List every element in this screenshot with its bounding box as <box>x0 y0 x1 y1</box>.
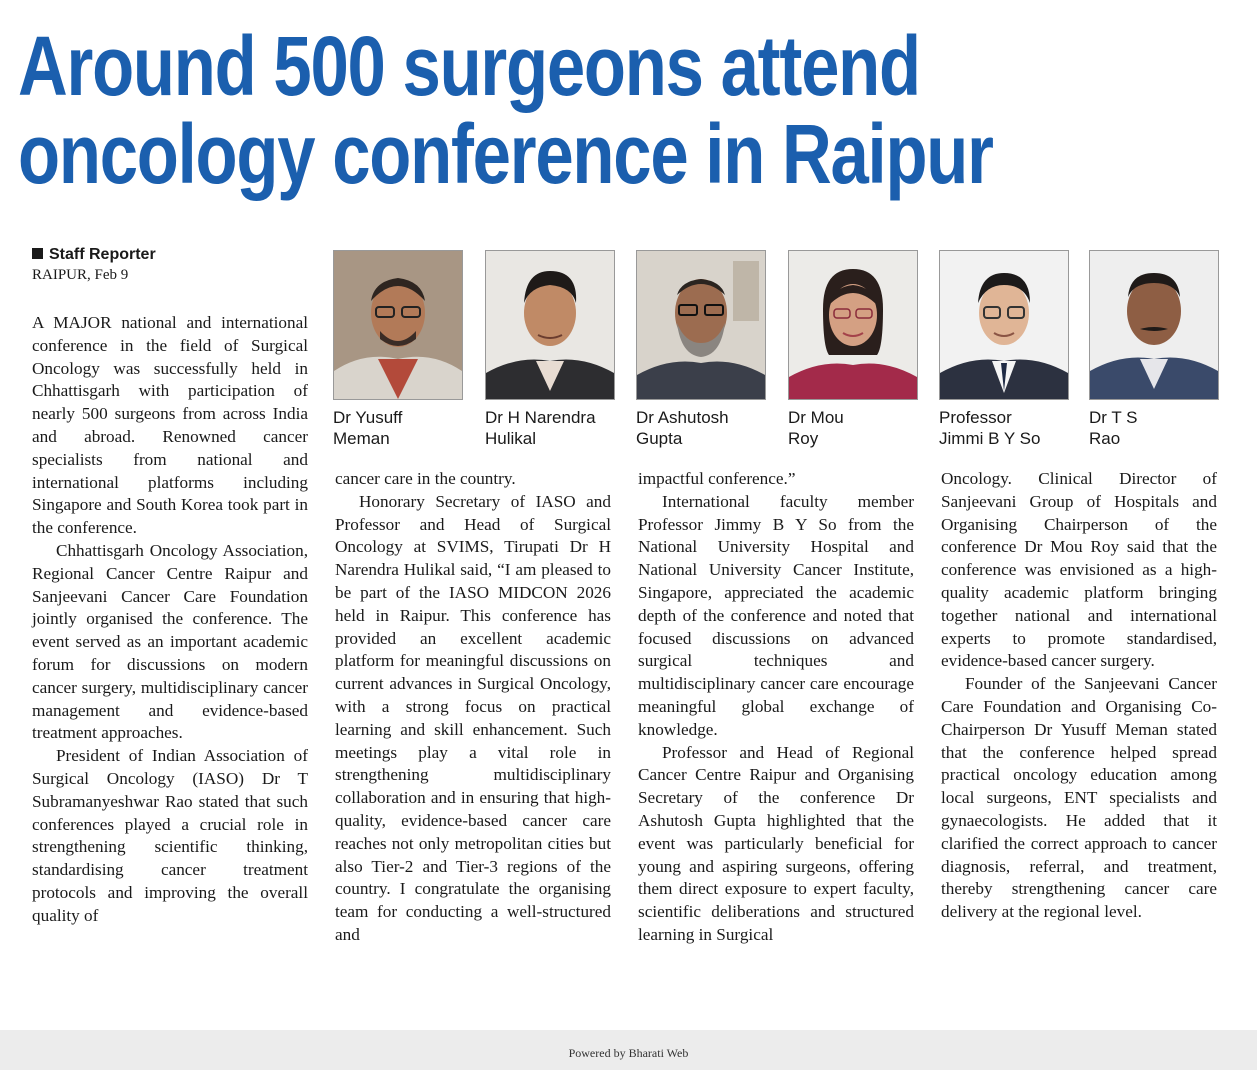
photo-card-yusuff-meman <box>333 250 463 449</box>
article-paragraph: cancer care in the country. <box>335 469 516 488</box>
article-paragraph: President of Indian Association of Surgical Oncology (IASO) Dr T Subramanyeshwar Rao stated that such conferences played a crucial role in strengthening scientific thinking, standardising cancer treatment protocols and improving the overall quality of <box>32 746 308 925</box>
dateline: RAIPUR, Feb 9 <box>32 267 129 283</box>
article-paragraph: A MAJOR national and international conference in the field of Surgical Oncology was successfully held in Chhattisgarh with participation of nearly 500 surgeons from across India and abroad. Renowned cancer specialists from national and international platforms including Singapore and South Korea took part in the conference. <box>32 313 308 538</box>
article-column-3 <box>638 468 914 947</box>
caption-line-2: Meman <box>333 429 390 448</box>
square-bullet-icon <box>32 248 43 259</box>
headline-line-2: oncology conference in Raipur <box>18 107 993 201</box>
portrait-photo <box>788 250 918 400</box>
portrait-photo <box>333 250 463 400</box>
article-paragraph: International faculty member Professor Jimmy B Y So from the National University Hospital and National University Cancer Institute, Singapore, appreciated the academic depth of the conference and noted that focused discussions on advanced surgical techniques and multidisciplinary cancer care encourage meaningful global exchange of knowledge. <box>638 491 914 739</box>
caption-line-2: Gupta <box>636 429 683 448</box>
photo-caption <box>485 407 615 449</box>
article-paragraph: Honorary Secretary of IASO and Professor and Head of Surgical Oncology at SVIMS, Tirupati Dr H Narendra Hulikal said, “I am pleased to be part of the IASO MIDCON 2026 held in Raipur. This conference has provided an excellent academic platform for meaningful discussions on current advances in Surgical Oncology, with a strong focus on practical learning and skill enhancement. Such meetings play a vital role in strengthening multidisciplinary collaboration and in ensuring that high-quality, evidence-based cancer care reaches not only metropolitan cities but also Tier-2 and Tier-3 regions of the country. I congratulate the organising team for conducting a well-structured and <box>335 491 611 944</box>
caption-line-1: Dr T S <box>1089 408 1138 427</box>
headline <box>18 19 1023 201</box>
portrait-photo <box>1089 250 1219 400</box>
article-paragraph: Oncology. Clinical Director of Sanjeevani Group of Hospitals and Organising Chairperson of the conference Dr Mou Roy said that the conference was envisioned as a high-quality academic platform bringing together national and international experts to promote standardised, evidence-based cancer surgery. <box>941 469 1217 671</box>
footer-bar <box>0 1030 1257 1070</box>
article-paragraph: Founder of the Sanjeevani Cancer Care Foundation and Organising Co-Chairperson Dr Yusuff Meman stated that the conference helped spread practical oncology education among local surgeons, ENT specialists and gynaecologists. He added that it clarified the correct approach to cancer diagnosis, referral, and treatment, thereby strengthening cancer care delivery at the regional level. <box>941 674 1217 922</box>
caption-line-1: Dr Yusuff <box>333 408 403 427</box>
portrait-photo <box>485 250 615 400</box>
photo-card-ts-rao <box>1089 250 1219 449</box>
photo-card-jimmi-so <box>939 250 1069 449</box>
caption-line-1: Dr Ashutosh <box>636 408 729 427</box>
article-paragraph: impactful conference.” <box>638 469 796 488</box>
article-column-2 <box>335 468 611 947</box>
headline-line-1: Around 500 surgeons attend <box>18 19 920 113</box>
article-paragraph: Professor and Head of Regional Cancer Centre Raipur and Organising Secretary of the conference Dr Ashutosh Gupta highlighted that the event was particularly beneficial for young and aspiring surgeons, offering them direct exposure to expert faculty, scientific deliberations and structured learning in Surgical <box>638 742 914 944</box>
caption-line-1: Dr Mou <box>788 408 844 427</box>
photo-card-mou-roy <box>788 250 918 449</box>
byline <box>32 246 156 264</box>
article-column-1 <box>32 312 308 928</box>
caption-line-2: Rao <box>1089 429 1121 448</box>
portrait-photo <box>939 250 1069 400</box>
caption-line-1: Dr H Narendra <box>485 408 596 427</box>
article-paragraph: Chhattisgarh Oncology Association, Regional Cancer Centre Raipur and Sanjeevani Cancer Care Foundation jointly organised the conference. The event served as an important academic forum for discussions on modern cancer surgery, multidisciplinary cancer management and evidence-based treatment approaches. <box>32 540 308 743</box>
photo-caption <box>333 407 463 449</box>
caption-line-2: Jimmi B Y So <box>939 429 1041 448</box>
portrait-photo <box>636 250 766 400</box>
photo-card-narendra-hulikal <box>485 250 615 449</box>
photo-caption <box>939 407 1069 449</box>
article-column-4 <box>941 468 1217 924</box>
photo-strip <box>333 250 1213 458</box>
byline-text: Staff Reporter <box>49 246 156 263</box>
caption-line-1: Professor <box>939 408 1012 427</box>
photo-caption <box>1089 407 1219 449</box>
caption-line-2: Hulikal <box>485 429 537 448</box>
powered-by-text: Powered by Bharati Web <box>568 1046 689 1060</box>
caption-line-2: Roy <box>788 429 819 448</box>
photo-caption <box>636 407 766 449</box>
photo-caption <box>788 407 918 449</box>
photo-card-ashutosh-gupta <box>636 250 766 449</box>
